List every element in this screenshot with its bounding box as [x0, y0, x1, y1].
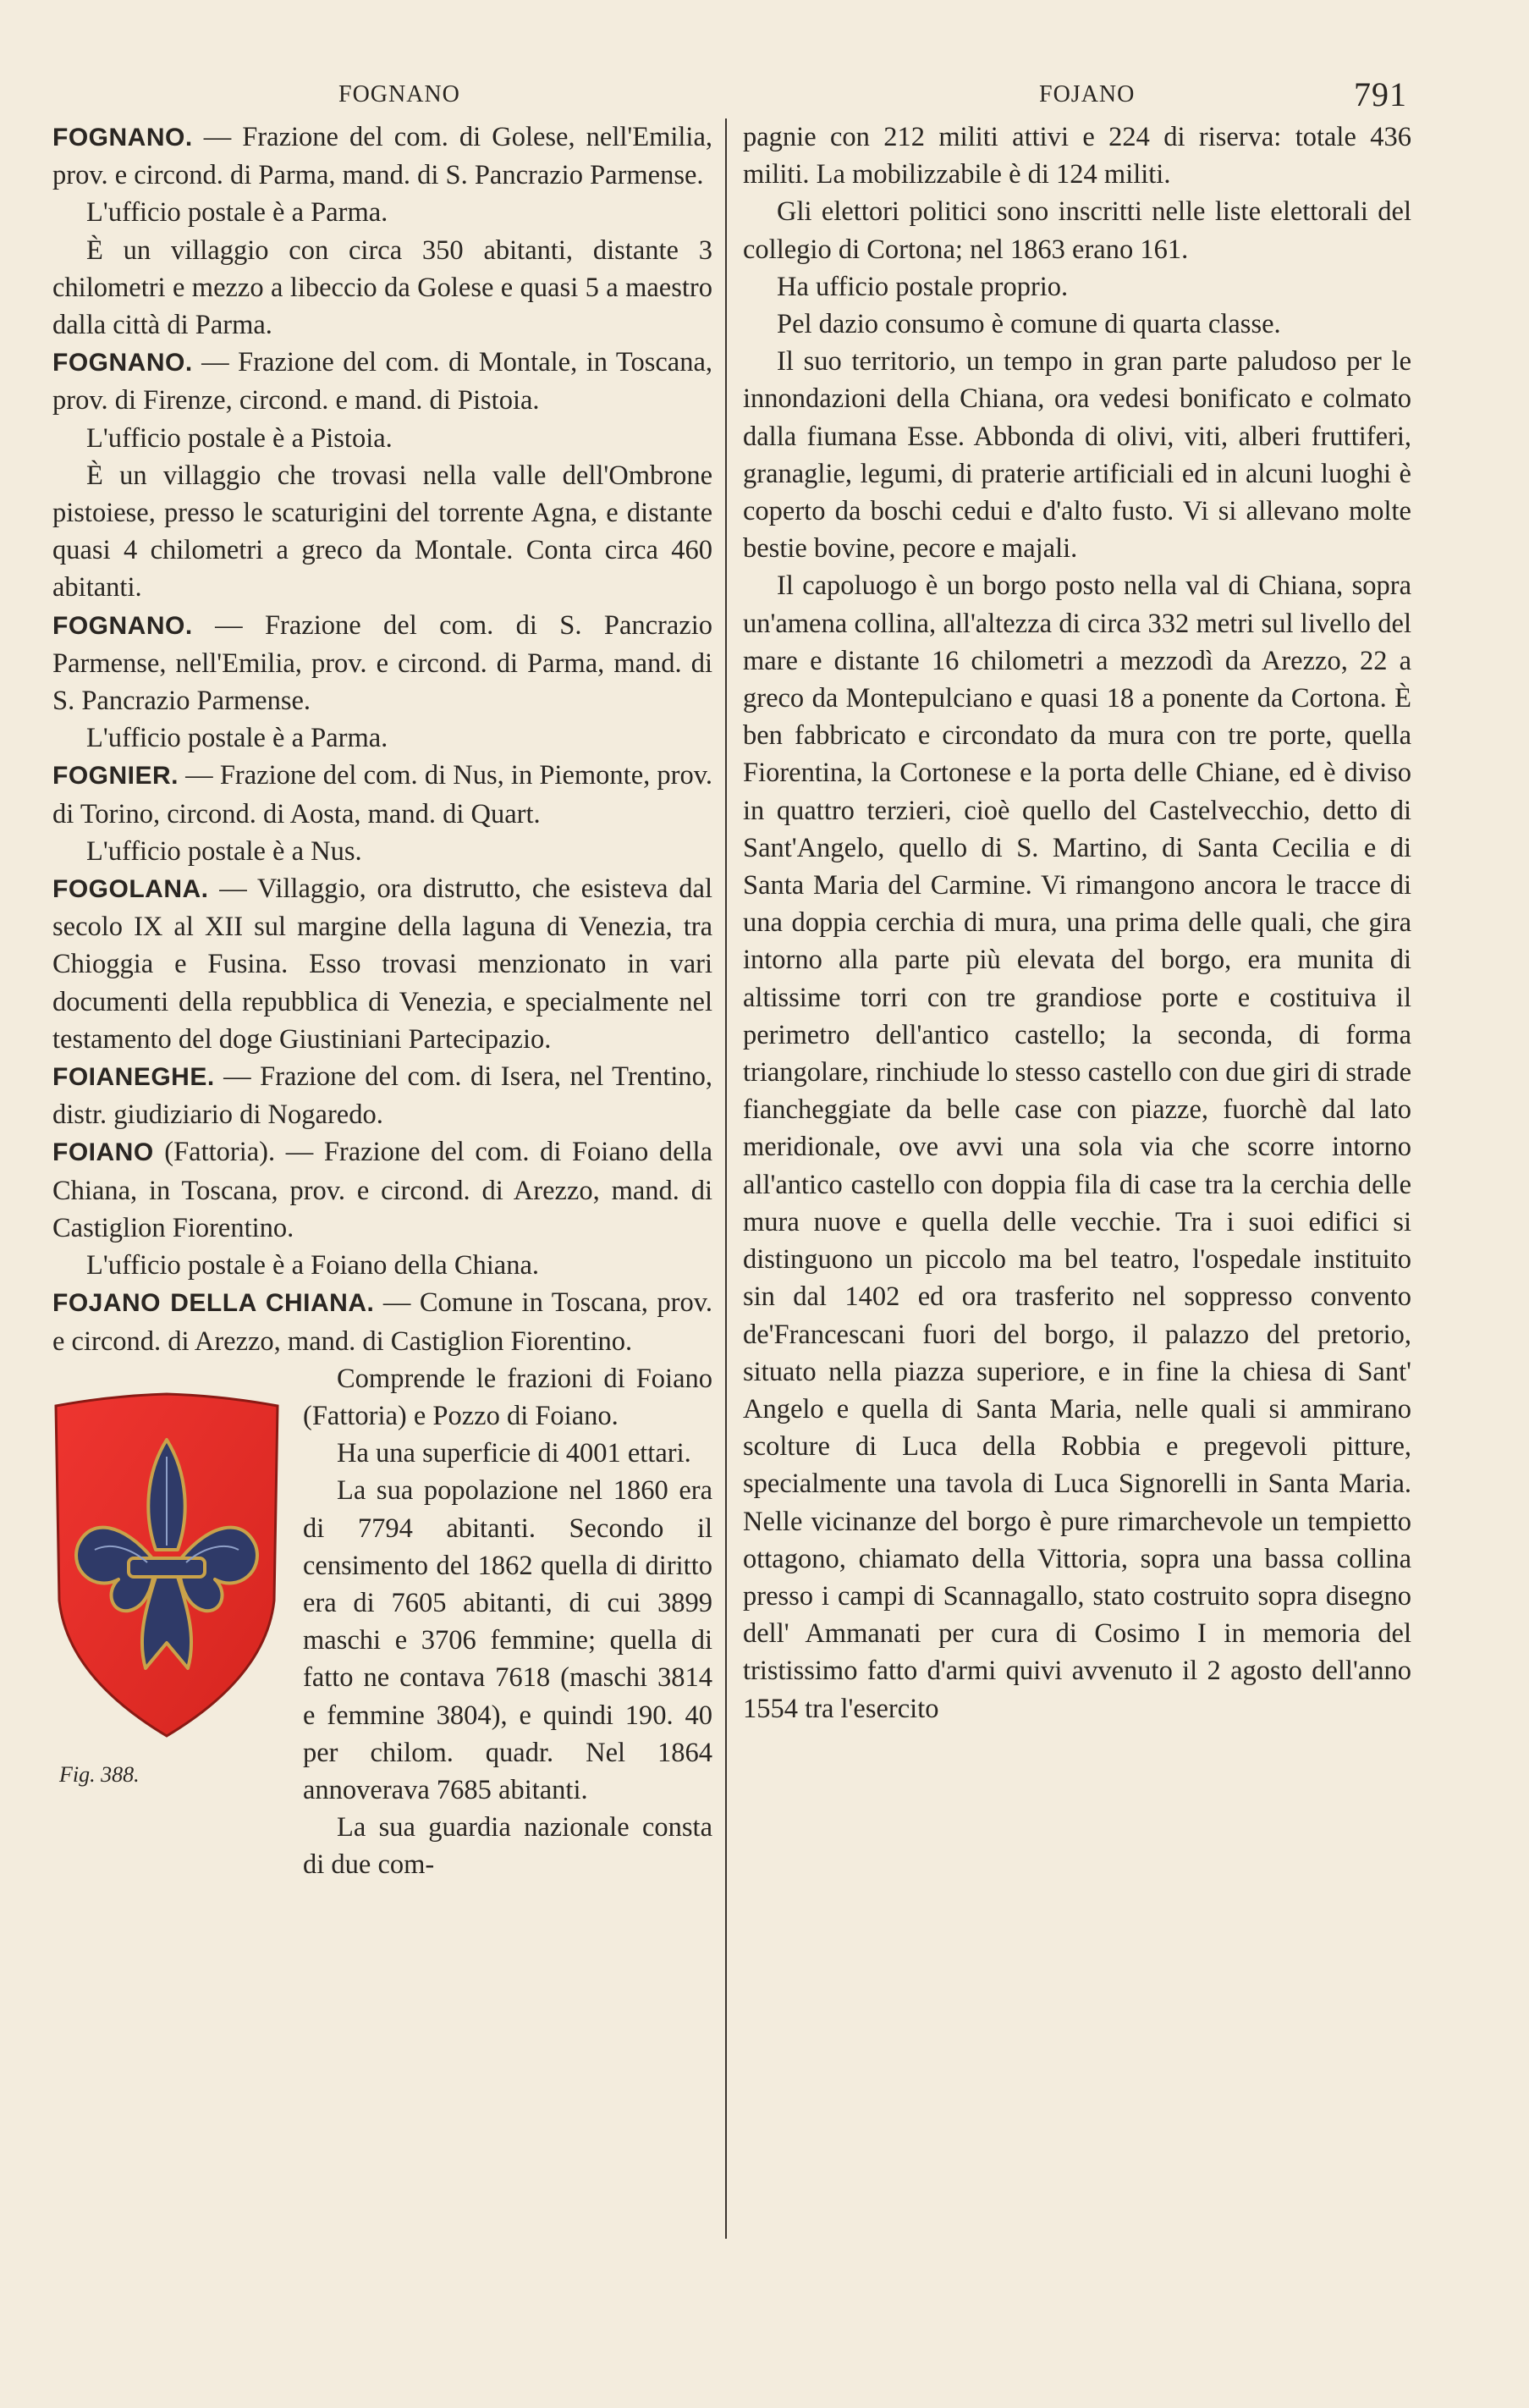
entry-text: Ha ufficio postale proprio.: [777, 271, 1069, 302]
entry-text: Gli elettori politici sono inscritti nelle liste elettorali del collegio di Cortona; nel 1863 erano 161.: [743, 196, 1411, 265]
entry-text: L'ufficio postale è a Parma.: [86, 197, 388, 229]
entry-paragraph: [52, 719, 712, 757]
entry-text: — Comune in Toscana, prov. e circond. di Arezzo, mand. di Castiglion Fiorentino.: [52, 1287, 712, 1357]
figure-caption: Fig. 388.: [59, 1761, 140, 1787]
entry-text: La sua popolazione nel 1860 era di 7794 abitanti. Secondo il censimento del 1862 quella di diritto era di 7605 abitanti, di cui 3899 maschi e 3706 femmine; quella di fatto ne contava 7618 (maschi 3814 e femmine 3804), e quindi 190. 40 per chilom. quadr. Nel 1864 annoverava 7685 abitanti.: [303, 1475, 712, 1805]
fleur-de-lis-shield-icon: [44, 1389, 289, 1744]
entry-paragraph: [743, 567, 1411, 1727]
entry-text: — Frazione del com. di Isera, nel Trentino, distr. giudiziario di Nogaredo.: [52, 1061, 712, 1131]
dictionary-entry: [52, 870, 712, 1058]
entry-paragraph: [743, 343, 1411, 567]
entry-text: Ha una superficie di 4001 ettari.: [337, 1438, 691, 1469]
entry-text: La sua guardia nazionale consta di due com-: [303, 1812, 712, 1881]
entry-headword: FOIANEGHE.: [52, 1063, 215, 1092]
entry-text: — Frazione del com. di Montale, in Toscana, prov. di Firenze, circond. e mand. di Pistoia.: [52, 347, 712, 416]
entry-text: — Villaggio, ora distrutto, che esisteva dal secolo IX al XII sul margine della laguna di Venezia, tra Chioggia e Fusina. Esso trovasi menzionato in vari documenti della repubblica di Venezia, e specialmente nel testamento del doge Giustiniani Partecipazio.: [52, 873, 712, 1055]
entry-headword: FOIANO: [52, 1138, 154, 1167]
entry-headword: FOGNANO.: [52, 611, 193, 640]
entry-text: — Frazione del com. di S. Pancrazio Parmense, nell'Emilia, prov. e circond. di Parma, mand. di S. Pancrazio Parmense.: [52, 609, 712, 717]
dictionary-entry: [52, 757, 712, 832]
dictionary-entry: [52, 1058, 712, 1133]
entry-text: L'ufficio postale è a Nus.: [86, 835, 362, 867]
entry-headword: FOGNIER.: [52, 762, 179, 791]
entry-text: È un villaggio con circa 350 abitanti, distante 3 chilometri e mezzo a libeccio da Golese e quasi 5 a maestro dalla città di Parma.: [52, 234, 712, 341]
entry-text: L'ufficio postale è a Pistoia.: [86, 422, 393, 454]
entry-text: — Frazione del com. di Golese, nell'Emilia, prov. e circond. di Parma, mand. di S. Pancrazio Parmense.: [52, 122, 712, 191]
page-number: 791: [1354, 75, 1407, 113]
running-header-right: FOJANO: [1039, 81, 1136, 107]
entry-headword: FOGOLANA.: [52, 875, 209, 904]
running-header-left: FOGNANO: [338, 81, 460, 107]
left-column: [52, 118, 712, 1884]
entry-text: L'ufficio postale è a Foiano della Chiana.: [86, 1250, 540, 1281]
entry-paragraph: [743, 306, 1411, 343]
dictionary-entry: [52, 607, 712, 720]
entry-paragraph: [52, 194, 712, 231]
dictionary-entry: [52, 344, 712, 419]
dictionary-entry: [52, 118, 712, 194]
right-column: [743, 118, 1411, 1727]
entry-headword: FOGNANO.: [52, 349, 193, 377]
entry-paragraph: [52, 420, 712, 457]
entry-headword: FOJANO DELLA CHIANA.: [52, 1289, 375, 1318]
entry-text: pagnie con 212 militi attivi e 224 di riserva: totale 436 militi. La mobilizzabile è di 124 militi.: [743, 122, 1411, 190]
entry-paragraph: [743, 268, 1411, 306]
entry-headword: FOGNANO.: [52, 124, 193, 152]
entry-paragraph: [743, 193, 1411, 267]
entry-text: (Fattoria). — Frazione del com. di Foiano della Chiana, in Toscana, prov. e circond. di Arezzo, mand. di Castiglion Fiorentino.: [52, 1137, 712, 1243]
entry-paragraph: [743, 118, 1411, 193]
entry-text: Comprende le frazioni di Foiano (Fattoria) e Pozzo di Foiano.: [303, 1363, 712, 1431]
column-divider: [725, 118, 727, 2239]
entry-text: — Frazione del com. di Nus, in Piemonte, prov. di Torino, circond. di Aosta, mand. di Quart.: [52, 760, 712, 829]
entry-text: L'ufficio postale è a Parma.: [86, 723, 388, 754]
entry-text: Il suo territorio, un tempo in gran parte paludoso per le innondazioni della Chiana, ora vedesi bonificato e colmato dalla fiumana Esse. Abbonda di olivi, viti, alberi fruttiferi, granaglie, legumi, di praterie artificiali ed in alcuni luoghi è coperto da boschi cedui e d'alto fusto. Vi si allevano molte bestie bovine, pecore e majali.: [743, 346, 1411, 565]
entry-paragraph: [52, 457, 712, 607]
entry-paragraph: [52, 232, 712, 344]
entry-text: Pel dazio consumo è comune di quarta classe.: [777, 309, 1281, 340]
entry-text: Il capoluogo è un borgo posto nella val di Chiana, sopra un'amena collina, all'altezza di circa 332 metri sul livello del mare e distante 16 chilometri a mezzodì da Arezzo, 22 a greco da Montepulciano e quasi 18 a ponente da Cortona. È ben fabbricato e circondato da mura con tre porte, quella Fiorentina, la Cortonese e la porta delle Chiane, ed è diviso in quattro terzieri, cioè quello del Castelvecchio, detto di Sant'Angelo, quello di S. Martino, di Santa Cecilia e di Santa Maria del Carmine. Vi rimangono ancora le tracce di una doppia cerchia di mura, una prima delle quali, che gira intorno alla parte più elevata del borgo, era munita di altissime torri con tre grandiose porte e costituiva il perimetro dell'antico castello; la seconda, di forma triangolare, rinchiude lo stesso castello con due giri di strade fiancheggiate da belle case con piazze, fuorchè dal lato meridionale, ove avvi una sola via che scorre intorno all'antico castello con doppia fila di case tra la cerchia delle mura nuove e quella delle vecchie. Tra i suoi edifici si distinguono un piccolo ma bel teatro, l'ospedale instituito sin dal 1402 ed ora trasferito nel soppresso convento de'Francescani fuori del borgo, il palazzo del pretorio, situato nella piazza superiore, e in fine la chiesa di Sant' Angelo e quella di Santa Maria, nelle quali si ammirano scolture di Luca della Robbia e pregevoli pitture, specialmente una tavola di Luca Signorelli in Santa Maria. Nelle vicinanze del borgo è pure rimarchevole un tempietto ottagono, chiamato della Vittoria, sopra una bassa collina presso i campi di Scannagallo, stato costruito sopra disegno dell' Ammanati per cura di Cosimo I in memoria del tristissimo fatto d'armi quivi avvenuto il 2 agosto dell'anno 1554 tra l'esercito: [743, 570, 1411, 1724]
entry-paragraph: [52, 1247, 712, 1284]
coat-of-arms-figure: [0, 1365, 288, 1856]
dictionary-entry: [52, 1133, 712, 1247]
entry-paragraph: [52, 833, 712, 870]
dictionary-entry: [52, 1284, 712, 1359]
entry-text: È un villaggio che trovasi nella valle dell'Ombrone pistoiese, presso le scaturigini del torrente Agna, e distante quasi 4 chilometri a greco da Montale. Conta circa 460 abitanti.: [52, 460, 712, 603]
